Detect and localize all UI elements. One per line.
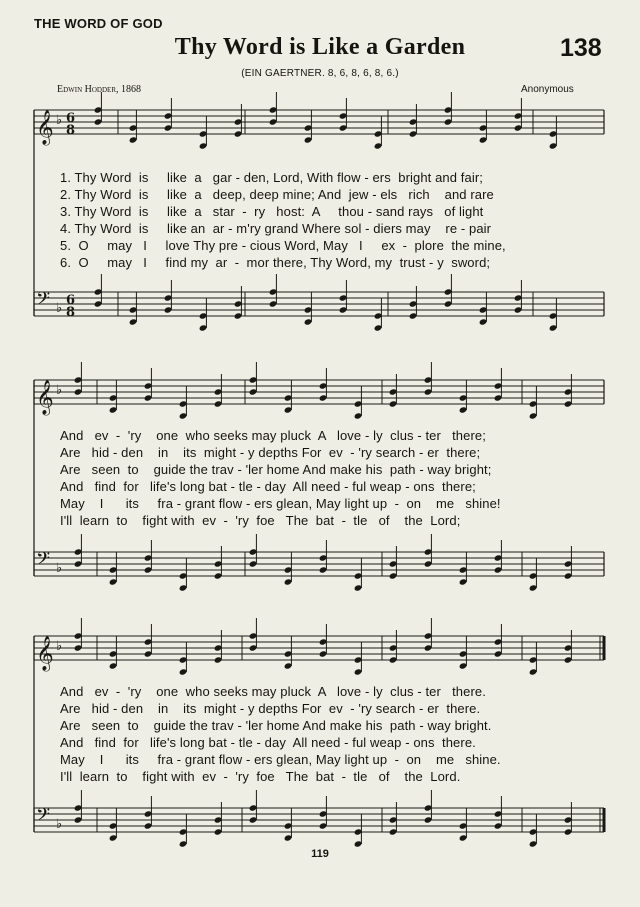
- lyric-line: May I its fra - grant flow - ers glean, May light up - on me shine.: [60, 752, 501, 767]
- flat-sign: ♭: [56, 301, 63, 316]
- composer-credit: Anonymous: [521, 84, 574, 95]
- flat-sign: ♭: [56, 113, 63, 128]
- flat-sign: ♭: [56, 561, 63, 576]
- bass-clef: 𝄢: [36, 805, 51, 830]
- lyric-line: 3. Thy Word is like a star - ry host: A thou - sand rays of light: [60, 204, 484, 219]
- lyric-line: I'll learn to fight with ev - 'ry foe The bat - tle of the Lord.: [60, 769, 461, 784]
- flat-sign: ♭: [56, 383, 63, 398]
- bass-clef: 𝄢: [36, 289, 51, 314]
- lyric-line: Are hid - den in its might - y depths For ev - 'ry search - er there.: [60, 701, 481, 716]
- section-heading: THE WORD OF GOD: [34, 16, 163, 31]
- treble-clef: 𝄞: [36, 380, 54, 415]
- time-signature: 6: [66, 293, 76, 308]
- time-signature: 6: [66, 111, 76, 126]
- lyric-line: 2. Thy Word is like a deep, deep mine; And jew - els rich and rare: [60, 187, 494, 202]
- flat-sign: ♭: [56, 639, 63, 654]
- lyric-line: And ev - 'ry one who seeks may pluck A love - ly clus - ter there;: [60, 428, 486, 443]
- lyric-line: Are hid - den in its might - y depths For ev - 'ry search - er there;: [60, 445, 481, 460]
- author-credit: Edwin Hodder, 1868: [57, 84, 141, 95]
- lyric-line: 1. Thy Word is like a gar - den, Lord, With flow - ers bright and fair;: [60, 170, 483, 185]
- lyric-line: May I its fra - grant flow - ers glean, May light up - on me shine!: [60, 496, 501, 511]
- lyric-line: And find for life's long bat - tle - day All need - ful weap - ons there.: [60, 735, 476, 750]
- time-signature: 8: [66, 305, 76, 320]
- tune-info: (EIN GAERTNER. 8, 6, 8, 6, 8, 6.): [241, 68, 399, 79]
- page-number: 119: [311, 848, 329, 860]
- lyric-line: 4. Thy Word is like an ar - m'ry grand Where sol - diers may re - pair: [60, 221, 492, 236]
- lyric-line: And find for life's long bat - tle - day All need - ful weap - ons there;: [60, 479, 476, 494]
- lyric-line: Are seen to guide the trav - 'ler home And make his path - way bright.: [60, 718, 492, 733]
- time-signature: 8: [66, 123, 76, 138]
- lyric-line: 6. O may I find my ar - mor there, Thy Word, my trust - y sword;: [60, 255, 491, 270]
- flat-sign: ♭: [56, 817, 63, 832]
- lyric-line: 5. O may I love Thy pre - cious Word, May I ex - plore the mine,: [60, 238, 506, 253]
- treble-clef: 𝄞: [36, 636, 54, 671]
- treble-clef: 𝄞: [36, 110, 54, 145]
- hymn-number: 138: [560, 34, 602, 62]
- lyric-line: And ev - 'ry one who seeks may pluck A love - ly clus - ter there.: [60, 684, 486, 699]
- hymn-title: Thy Word is Like a Garden: [174, 34, 466, 60]
- bass-clef: 𝄢: [36, 549, 51, 574]
- lyric-line: I'll learn to fight with ev - 'ry foe The bat - tle of the Lord;: [60, 513, 461, 528]
- lyric-line: Are seen to guide the trav - 'ler home And make his path - way bright;: [60, 462, 492, 477]
